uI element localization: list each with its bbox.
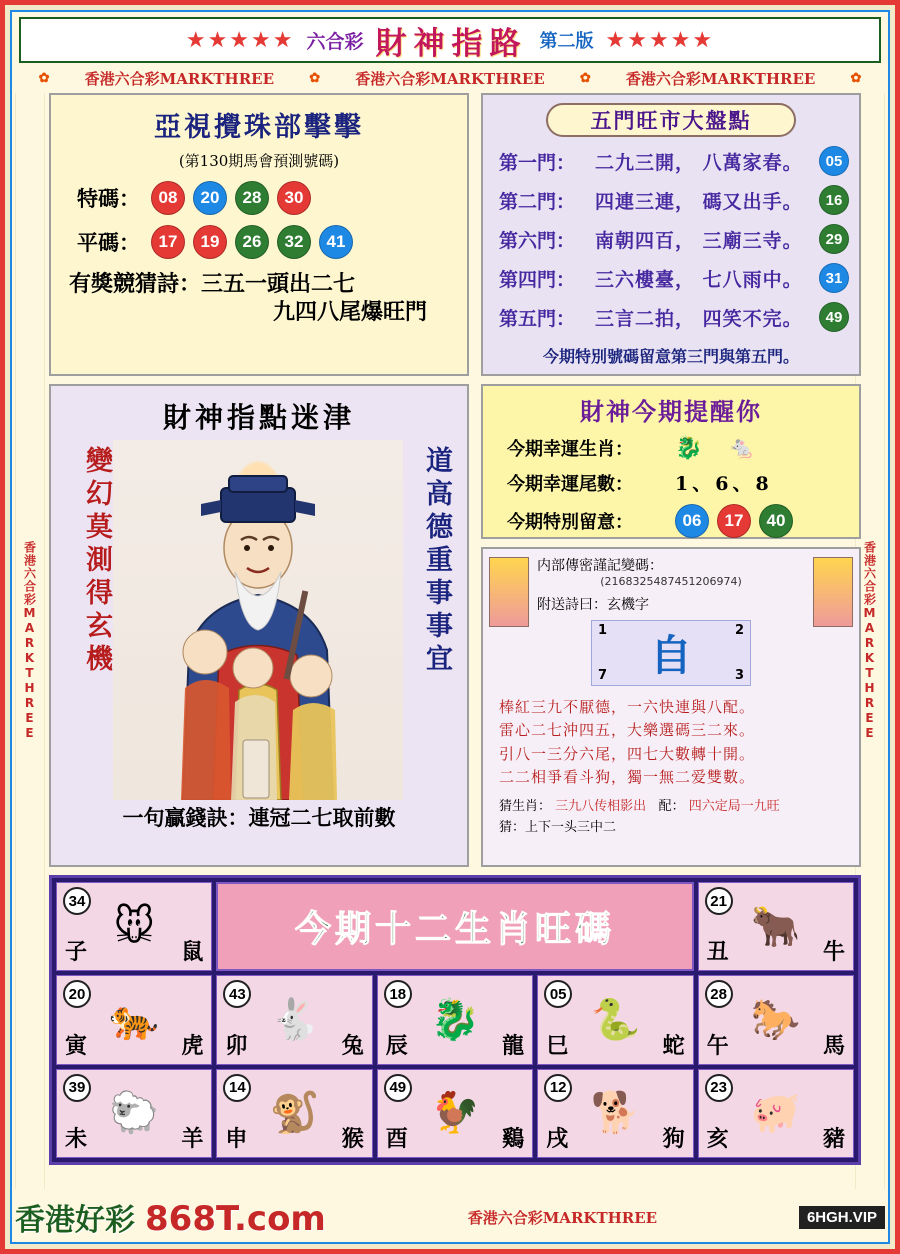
god-bottom-line bbox=[51, 802, 467, 832]
normal-ball-5: 41 bbox=[319, 225, 353, 259]
zodiac-number: 49 bbox=[384, 1074, 412, 1102]
special-ball-1: 08 bbox=[151, 181, 185, 215]
zodiac-animal: 鼠 bbox=[181, 939, 204, 966]
ox-icon: 🐂 bbox=[750, 903, 801, 950]
zodiac-stem: 子 bbox=[65, 939, 88, 966]
gate-name: 第六門： bbox=[499, 229, 576, 252]
gate-row bbox=[499, 185, 859, 215]
side-strip-right: 香港六合彩MARKTHREE bbox=[855, 93, 885, 1189]
rabbit-icon: 🐇 bbox=[269, 996, 320, 1043]
zodiac-number: 28 bbox=[705, 980, 733, 1008]
mystic-character: 自 bbox=[649, 631, 692, 680]
special-attention-label: 今期特別留意： bbox=[507, 512, 633, 533]
secret-serial: (2168325487451206974) bbox=[600, 575, 742, 588]
special-ball-3: 28 bbox=[235, 181, 269, 215]
five-gates-note: 今期特別號碼留意第三門與第五門。 bbox=[542, 347, 799, 366]
poem-line-1: 有獎競猜詩：三五一頭出二七 bbox=[69, 271, 356, 297]
corner-tl: 1 bbox=[598, 623, 608, 638]
dragon-icon: 🐉 bbox=[675, 435, 703, 461]
horse-icon: 🐎 bbox=[750, 996, 801, 1043]
zodiac-stem: 寅 bbox=[65, 1032, 88, 1059]
zodiac-banner-text: 今期十二生肖旺碼 bbox=[294, 908, 615, 951]
flower-icon: ✿ bbox=[38, 70, 50, 86]
zodiac-cell-rat[interactable] bbox=[56, 882, 212, 971]
lucky-zodiac-label: 今期幸運生肖： bbox=[507, 439, 633, 460]
footer-brand bbox=[15, 1195, 326, 1239]
zodiac-cell-goat[interactable] bbox=[56, 1069, 212, 1158]
left-couplet: 變幻莫測得玄機 bbox=[81, 446, 112, 677]
gate-text: 三六樓臺， 七八雨中。 bbox=[595, 268, 803, 291]
prediction-subtitle: (第130期馬會預測號碼) bbox=[178, 152, 340, 170]
special-label: 特碼： bbox=[77, 186, 140, 211]
normal-ball-3: 26 bbox=[235, 225, 269, 259]
marquee-strip bbox=[19, 65, 881, 91]
reminder-panel bbox=[481, 384, 861, 539]
lucky-zodiac-row bbox=[507, 435, 859, 461]
zodiac-stem: 辰 bbox=[385, 1032, 408, 1059]
god-panel-title: 財神指點迷津 bbox=[162, 401, 355, 434]
zodiac-animal: 羊 bbox=[181, 1126, 204, 1152]
zodiac-stem: 酉 bbox=[385, 1126, 408, 1152]
zodiac-stem: 戌 bbox=[546, 1126, 569, 1152]
zodiac-number: 12 bbox=[544, 1074, 572, 1102]
zodiac-cell-ox[interactable] bbox=[698, 882, 854, 971]
zodiac-stem: 亥 bbox=[706, 1126, 729, 1152]
right-couplet: 道高德重事事宜 bbox=[421, 446, 452, 677]
zodiac-cell-snake[interactable] bbox=[537, 975, 693, 1064]
zodiac-stem: 未 bbox=[65, 1126, 88, 1152]
zodiac-cell-rooster[interactable] bbox=[377, 1069, 533, 1158]
left-card-image bbox=[489, 557, 529, 627]
gate-text: 四連三連， 碼又出手。 bbox=[595, 190, 803, 213]
zodiac-animal: 豬 bbox=[822, 1126, 845, 1152]
zodiac-number: 23 bbox=[705, 1074, 733, 1102]
god-of-wealth-svg bbox=[113, 440, 403, 800]
special-number-row bbox=[77, 181, 467, 215]
gate-name: 第一門： bbox=[499, 151, 576, 174]
zodiac-number: 14 bbox=[223, 1074, 251, 1102]
zodiac-animal: 虎 bbox=[181, 1032, 204, 1059]
zodiac-animal: 馬 bbox=[822, 1032, 845, 1059]
zodiac-stem: 申 bbox=[225, 1126, 248, 1152]
god-illustration-wrap bbox=[51, 440, 467, 800]
zodiac-cell-tiger[interactable] bbox=[56, 975, 212, 1064]
corner-tr: 2 bbox=[734, 623, 744, 638]
zodiac-number: 39 bbox=[63, 1074, 91, 1102]
zodiac-animal: 鷄 bbox=[502, 1126, 525, 1152]
zodiac-stem: 卯 bbox=[225, 1032, 248, 1059]
tiger-icon: 🐅 bbox=[109, 996, 160, 1043]
right-card-image bbox=[813, 557, 853, 627]
marquee-text-3: 香港六合彩MARKTHREE bbox=[625, 69, 816, 88]
normal-ball-4: 32 bbox=[277, 225, 311, 259]
zodiac-cell-dog[interactable] bbox=[537, 1069, 693, 1158]
goat-icon: 🐑 bbox=[109, 1090, 160, 1137]
zodiac-animal: 龍 bbox=[502, 1032, 525, 1059]
zodiac-stem: 午 bbox=[706, 1032, 729, 1059]
corner-bl: 7 bbox=[598, 668, 608, 683]
secret-poem-line-1: 棒紅三九不厭德，一六快連與八配。 bbox=[499, 698, 756, 716]
pig-icon: 🐖 bbox=[750, 1090, 801, 1137]
side-strip-left: 香港六合彩MARKTHREE bbox=[15, 93, 45, 1189]
content-area bbox=[49, 93, 851, 1189]
special-ball-4: 30 bbox=[277, 181, 311, 215]
prediction-poem bbox=[69, 271, 453, 326]
lucky-tail-value: 1、6、8 bbox=[675, 473, 773, 495]
zodiac-cell-monkey[interactable] bbox=[216, 1069, 372, 1158]
win-tip-label: 一句贏錢訣： bbox=[122, 805, 249, 830]
five-gates-title: 五門旺市大盤點 bbox=[546, 103, 796, 137]
flower-icon: ✿ bbox=[309, 70, 321, 86]
prediction-panel bbox=[49, 93, 469, 376]
snake-icon: 🐍 bbox=[590, 996, 641, 1043]
zodiac-number: 20 bbox=[63, 980, 91, 1008]
zodiac-grid bbox=[56, 882, 854, 1158]
prediction-title: 亞視攪珠部擊擊 bbox=[154, 112, 364, 143]
win-tip-value: 連冠二七取前數 bbox=[248, 805, 396, 830]
zodiac-number: 43 bbox=[223, 980, 251, 1008]
zodiac-animal: 狗 bbox=[662, 1126, 685, 1152]
gate-row bbox=[499, 302, 859, 332]
corner-br: 3 bbox=[734, 668, 744, 683]
god-of-wealth-illustration bbox=[113, 440, 403, 800]
secret-poem-line-3: 引八一三分六尾，四七大數轉十開。 bbox=[499, 744, 756, 763]
normal-label: 平碼： bbox=[77, 230, 140, 255]
zodiac-stem: 巳 bbox=[546, 1032, 569, 1059]
gate-row bbox=[499, 224, 859, 254]
dragon-icon: 🐉 bbox=[430, 996, 480, 1043]
secret-code-panel bbox=[481, 547, 861, 867]
mystic-character-box bbox=[591, 620, 751, 686]
zodiac-number: 05 bbox=[544, 980, 572, 1008]
page-title: 財神指路 bbox=[375, 25, 528, 62]
zodiac-number: 21 bbox=[705, 887, 733, 915]
monkey-icon: 🐒 bbox=[269, 1090, 320, 1137]
zodiac-animal: 牛 bbox=[822, 939, 845, 966]
zodiac-number: 34 bbox=[63, 887, 91, 915]
poem-line-2: 九四八尾爆旺門 bbox=[272, 298, 427, 325]
banner-subtitle: 六合彩 bbox=[306, 30, 364, 53]
rooster-icon: 🐓 bbox=[430, 1090, 480, 1137]
gate-ball: 29 bbox=[819, 224, 849, 254]
zodiac-animal: 猴 bbox=[341, 1126, 364, 1152]
gate-name: 第二門： bbox=[499, 190, 576, 213]
footer-domain: 868T.com bbox=[145, 1199, 326, 1239]
normal-number-row bbox=[77, 225, 467, 259]
five-gates-panel bbox=[481, 93, 861, 376]
guess-zodiac-value: 三九八传相影出 bbox=[555, 799, 647, 814]
rat-icon: 🐁 bbox=[728, 435, 756, 461]
god-picture-panel bbox=[49, 384, 469, 867]
gate-ball: 31 bbox=[819, 263, 849, 293]
attention-ball-1: 06 bbox=[675, 504, 709, 538]
normal-ball-2: 19 bbox=[193, 225, 227, 259]
zodiac-cell-dragon[interactable] bbox=[377, 975, 533, 1064]
zodiac-banner bbox=[216, 882, 693, 971]
secret-poem-line-4: 二二相爭看斗狗，獨一無二爱雙數。 bbox=[499, 767, 756, 786]
footer-brand-text: 香港好彩 bbox=[15, 1203, 135, 1238]
zodiac-cell-rabbit[interactable] bbox=[216, 975, 372, 1064]
zodiac-cell-horse[interactable] bbox=[698, 975, 854, 1064]
zodiac-number: 18 bbox=[384, 980, 412, 1008]
marquee-text-1: 香港六合彩MARKTHREE bbox=[84, 69, 275, 88]
secret-poem bbox=[499, 696, 843, 789]
rat-icon: 🐭 bbox=[113, 903, 156, 950]
zodiac-animal: 蛇 bbox=[662, 1032, 685, 1059]
secret-head: 内部傳密謹記變碼： bbox=[537, 558, 663, 574]
gate-name: 第五門： bbox=[499, 307, 576, 330]
guess-row-2: 猜：上下一头三中二 bbox=[499, 820, 617, 835]
gate-ball: 05 bbox=[819, 146, 849, 176]
guess-pair-value: 四六定局一九旺 bbox=[688, 799, 780, 814]
attention-ball-3: 40 bbox=[759, 504, 793, 538]
guess-zodiac-label: 猜生肖： bbox=[499, 799, 552, 814]
footer-strip bbox=[15, 1191, 885, 1243]
zodiac-cell-pig[interactable] bbox=[698, 1069, 854, 1158]
zodiac-table-panel bbox=[49, 875, 861, 1165]
guess-zodiac-row bbox=[499, 795, 843, 814]
gate-text: 二九三開， 八萬家春。 bbox=[595, 151, 803, 174]
stars-left-icon: ★★★★★ bbox=[185, 27, 295, 53]
marquee-text-2: 香港六合彩MARKTHREE bbox=[355, 69, 545, 88]
flower-icon: ✿ bbox=[850, 70, 862, 86]
reminder-title: 財神今期提醒你 bbox=[580, 397, 762, 426]
gate-text: 南朝四百， 三廟三寺。 bbox=[595, 229, 803, 252]
gate-ball: 49 bbox=[819, 302, 849, 332]
lucky-tail-label: 今期幸運尾數： bbox=[507, 473, 633, 495]
edition-label: 第二版 bbox=[539, 31, 594, 52]
guess-pair-label: 配： bbox=[658, 799, 685, 814]
gate-text: 三言二拍， 四笑不完。 bbox=[595, 307, 803, 330]
secret-sub: 附送詩曰：玄機字 bbox=[537, 597, 649, 613]
gate-row bbox=[499, 146, 859, 176]
lucky-tail-row bbox=[507, 469, 859, 496]
secret-poem-line-2: 雷心二七沖四五，大樂選碼三二來。 bbox=[499, 721, 756, 740]
dog-icon: 🐕 bbox=[590, 1090, 641, 1137]
footer-marquee: 香港六合彩MARKTHREE bbox=[467, 1208, 658, 1227]
gate-row bbox=[499, 263, 859, 293]
normal-ball-1: 17 bbox=[151, 225, 185, 259]
gate-ball: 16 bbox=[819, 185, 849, 215]
zodiac-stem: 丑 bbox=[706, 939, 729, 966]
special-ball-2: 20 bbox=[193, 181, 227, 215]
gate-name: 第四門： bbox=[499, 268, 576, 291]
special-attention-row bbox=[507, 504, 859, 538]
attention-ball-2: 17 bbox=[717, 504, 751, 538]
footer-site-tag: 6HGH.VIP bbox=[799, 1206, 885, 1229]
stars-right-icon: ★★★★★ bbox=[605, 27, 715, 53]
flower-icon: ✿ bbox=[579, 70, 591, 86]
zodiac-animal: 兔 bbox=[341, 1032, 364, 1059]
page-banner bbox=[19, 17, 881, 63]
